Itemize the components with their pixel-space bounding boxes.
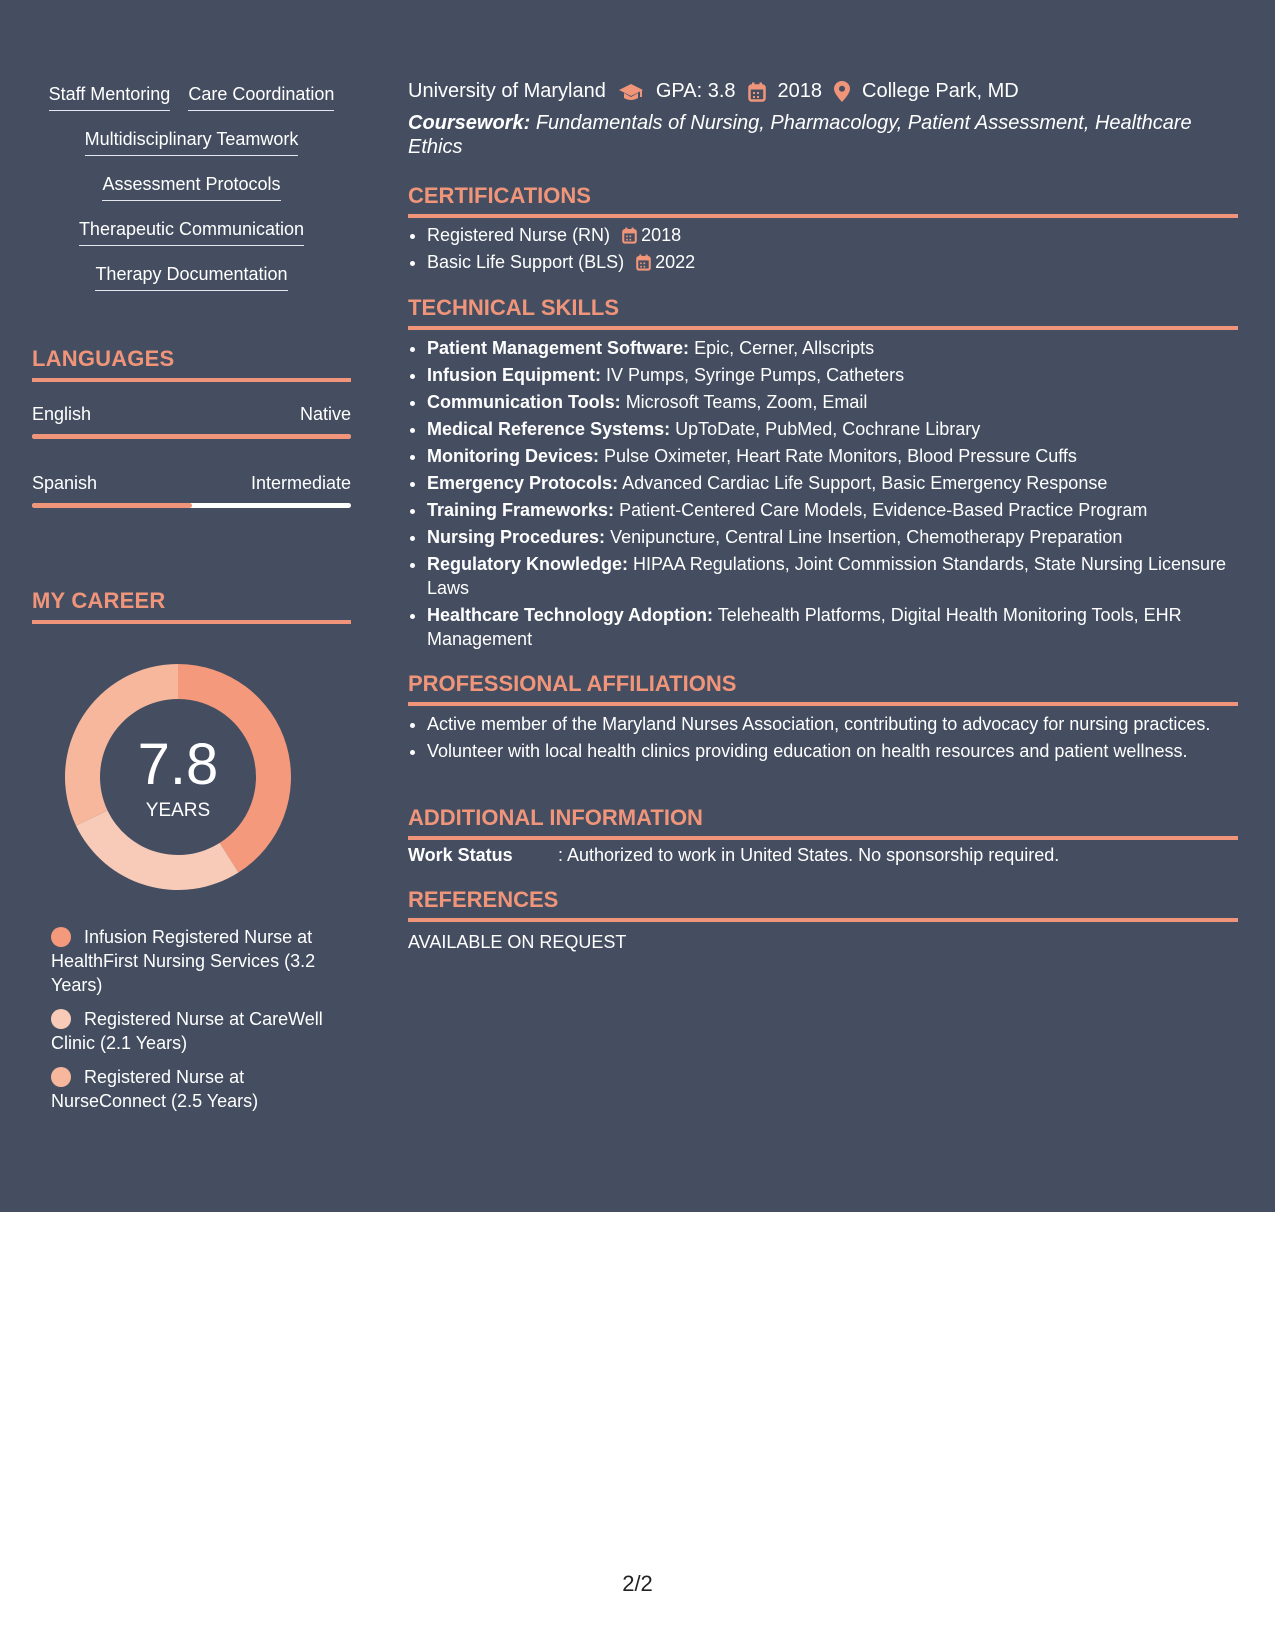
skills-list bbox=[32, 84, 351, 309]
certification-name: • Basic Life Support (BLS) bbox=[427, 252, 625, 272]
languages-heading: LANGUAGES bbox=[32, 346, 351, 382]
certification-year: 2018 bbox=[641, 225, 682, 245]
skill-values: Epic, Cerner, Allscripts bbox=[694, 338, 875, 358]
skill-values: Venipuncture, Central Line Insertion, Chemotherapy Preparation bbox=[610, 527, 1123, 547]
career-unit: YEARS bbox=[145, 800, 211, 821]
list-item bbox=[427, 471, 1257, 495]
legend-dot bbox=[51, 1009, 71, 1029]
calendar-icon bbox=[748, 82, 766, 102]
legend-item bbox=[51, 1007, 351, 1055]
skill-tag: Therapy Documentation bbox=[95, 264, 287, 291]
list-item bbox=[427, 223, 1257, 247]
language-bar-fill bbox=[32, 503, 192, 508]
skills-row bbox=[32, 264, 351, 309]
language-bar bbox=[32, 503, 351, 508]
affiliations-list bbox=[408, 712, 1257, 766]
language-name: Spanish bbox=[32, 473, 98, 493]
list-item bbox=[427, 552, 1257, 600]
calendar-icon bbox=[622, 227, 637, 244]
education-line bbox=[408, 80, 1019, 103]
certifications-list bbox=[408, 223, 1257, 277]
skill-category: Emergency Protocols: bbox=[427, 473, 619, 493]
references-text: AVAILABLE ON REQUEST bbox=[408, 932, 627, 952]
work-status-row bbox=[408, 845, 1059, 866]
language-level: Intermediate bbox=[250, 473, 351, 493]
additional-info-heading: ADDITIONAL INFORMATION bbox=[408, 805, 1238, 840]
legend-item bbox=[51, 925, 351, 997]
certification-year: 2022 bbox=[655, 252, 696, 272]
map-pin-icon bbox=[834, 81, 850, 102]
skills-row bbox=[32, 174, 351, 219]
education-school: University of Maryland bbox=[408, 80, 606, 102]
list-item bbox=[427, 390, 1257, 414]
technical-skills-heading: TECHNICAL SKILLS bbox=[408, 295, 1238, 330]
skill-category: Training Frameworks: bbox=[427, 500, 615, 520]
skill-values: HIPAA Regulations, Joint Commission Standards, State Nursing Licensure Laws bbox=[427, 554, 1226, 598]
skill-category: Monitoring Devices: bbox=[427, 446, 600, 466]
language-bar-fill bbox=[32, 434, 351, 439]
career-donut-chart bbox=[65, 664, 291, 890]
skill-values: Telehealth Platforms, Digital Health Monitoring Tools, EHR Management bbox=[427, 605, 1182, 649]
skill-values: Pulse Oximeter, Heart Rate Monitors, Blood Pressure Cuffs bbox=[604, 446, 1077, 466]
career-legend bbox=[51, 925, 351, 1123]
skill-category: Communication Tools: bbox=[427, 392, 621, 412]
coursework-label: Coursework: bbox=[408, 112, 531, 134]
list-item bbox=[427, 498, 1257, 522]
legend-label: Infusion Registered Nurse at HealthFirst Nursing Services (3.2 Years) bbox=[51, 927, 316, 995]
list-item bbox=[427, 250, 1257, 274]
skill-category: Nursing Procedures: bbox=[427, 527, 606, 547]
list-item bbox=[427, 417, 1257, 441]
skill-tag: Therapeutic Communication bbox=[79, 219, 304, 246]
legend-dot bbox=[51, 927, 71, 947]
language-name: English bbox=[32, 404, 92, 424]
certification-name: • Registered Nurse (RN) bbox=[427, 225, 611, 245]
list-item bbox=[427, 363, 1257, 387]
skill-values: IV Pumps, Syringe Pumps, Catheters bbox=[606, 365, 905, 385]
work-status-value: : Authorized to work in United States. No sponsorship required. bbox=[558, 845, 1060, 865]
skill-values: Patient-Centered Care Models, Evidence-Based Practice Program bbox=[619, 500, 1148, 520]
work-status-label: Work Status bbox=[408, 845, 513, 865]
certifications-heading: CERTIFICATIONS bbox=[408, 183, 1238, 218]
legend-dot bbox=[51, 1067, 71, 1087]
language-level: Native bbox=[299, 404, 351, 424]
education-year: 2018 bbox=[777, 80, 823, 102]
skills-row bbox=[32, 129, 351, 174]
list-item: • Active member of the Maryland Nurses Association, contributing to advocacy for nursing practices. bbox=[427, 712, 1257, 736]
skill-category: Infusion Equipment: bbox=[427, 365, 601, 385]
skill-tag: Multidisciplinary Teamwork bbox=[85, 129, 299, 156]
education-gpa: GPA: 3.8 bbox=[655, 80, 736, 102]
legend-label: Registered Nurse at CareWell Clinic (2.1 Years) bbox=[51, 1009, 323, 1053]
skill-category: Healthcare Technology Adoption: bbox=[427, 605, 714, 625]
legend-label: Registered Nurse at NurseConnect (2.5 Years) bbox=[51, 1067, 259, 1111]
list-item: • Volunteer with local health clinics providing education on health resources and patient wellness. bbox=[427, 739, 1257, 763]
page-number: 2/2 bbox=[622, 1571, 653, 1596]
education-location: College Park, MD bbox=[862, 80, 1019, 102]
list-item bbox=[427, 336, 1257, 360]
skill-values: UpToDate, PubMed, Cochrane Library bbox=[675, 419, 981, 439]
calendar-icon bbox=[636, 254, 651, 271]
coursework bbox=[408, 111, 1238, 159]
career-heading: MY CAREER bbox=[32, 588, 351, 624]
skills-row bbox=[32, 219, 351, 264]
graduation-cap-icon bbox=[618, 82, 644, 102]
skills-row bbox=[32, 84, 351, 129]
technical-skills-list bbox=[408, 336, 1257, 654]
skill-values: Microsoft Teams, Zoom, Email bbox=[625, 392, 868, 412]
skill-tag: Care Coordination bbox=[188, 84, 334, 111]
legend-item bbox=[51, 1065, 351, 1113]
skill-tag: Staff Mentoring bbox=[49, 84, 171, 111]
skill-category: Medical Reference Systems: bbox=[427, 419, 671, 439]
list-item bbox=[427, 603, 1257, 651]
coursework-text: Fundamentals of Nursing, Pharmacology, Patient Assessment, Healthcare Ethics bbox=[408, 112, 1192, 158]
skill-category: Patient Management Software: bbox=[427, 338, 690, 358]
skill-tag: Assessment Protocols bbox=[102, 174, 280, 201]
skill-values: Advanced Cardiac Life Support, Basic Emergency Response bbox=[622, 473, 1108, 493]
skill-category: Regulatory Knowledge: bbox=[427, 554, 629, 574]
career-total: 7.8 bbox=[137, 732, 219, 797]
list-item bbox=[427, 525, 1257, 549]
affiliations-heading: PROFESSIONAL AFFILIATIONS bbox=[408, 671, 1238, 706]
references-heading: REFERENCES bbox=[408, 887, 1238, 922]
donut-segment-2 bbox=[76, 810, 238, 890]
list-item bbox=[427, 444, 1257, 468]
language-bar bbox=[32, 434, 351, 439]
